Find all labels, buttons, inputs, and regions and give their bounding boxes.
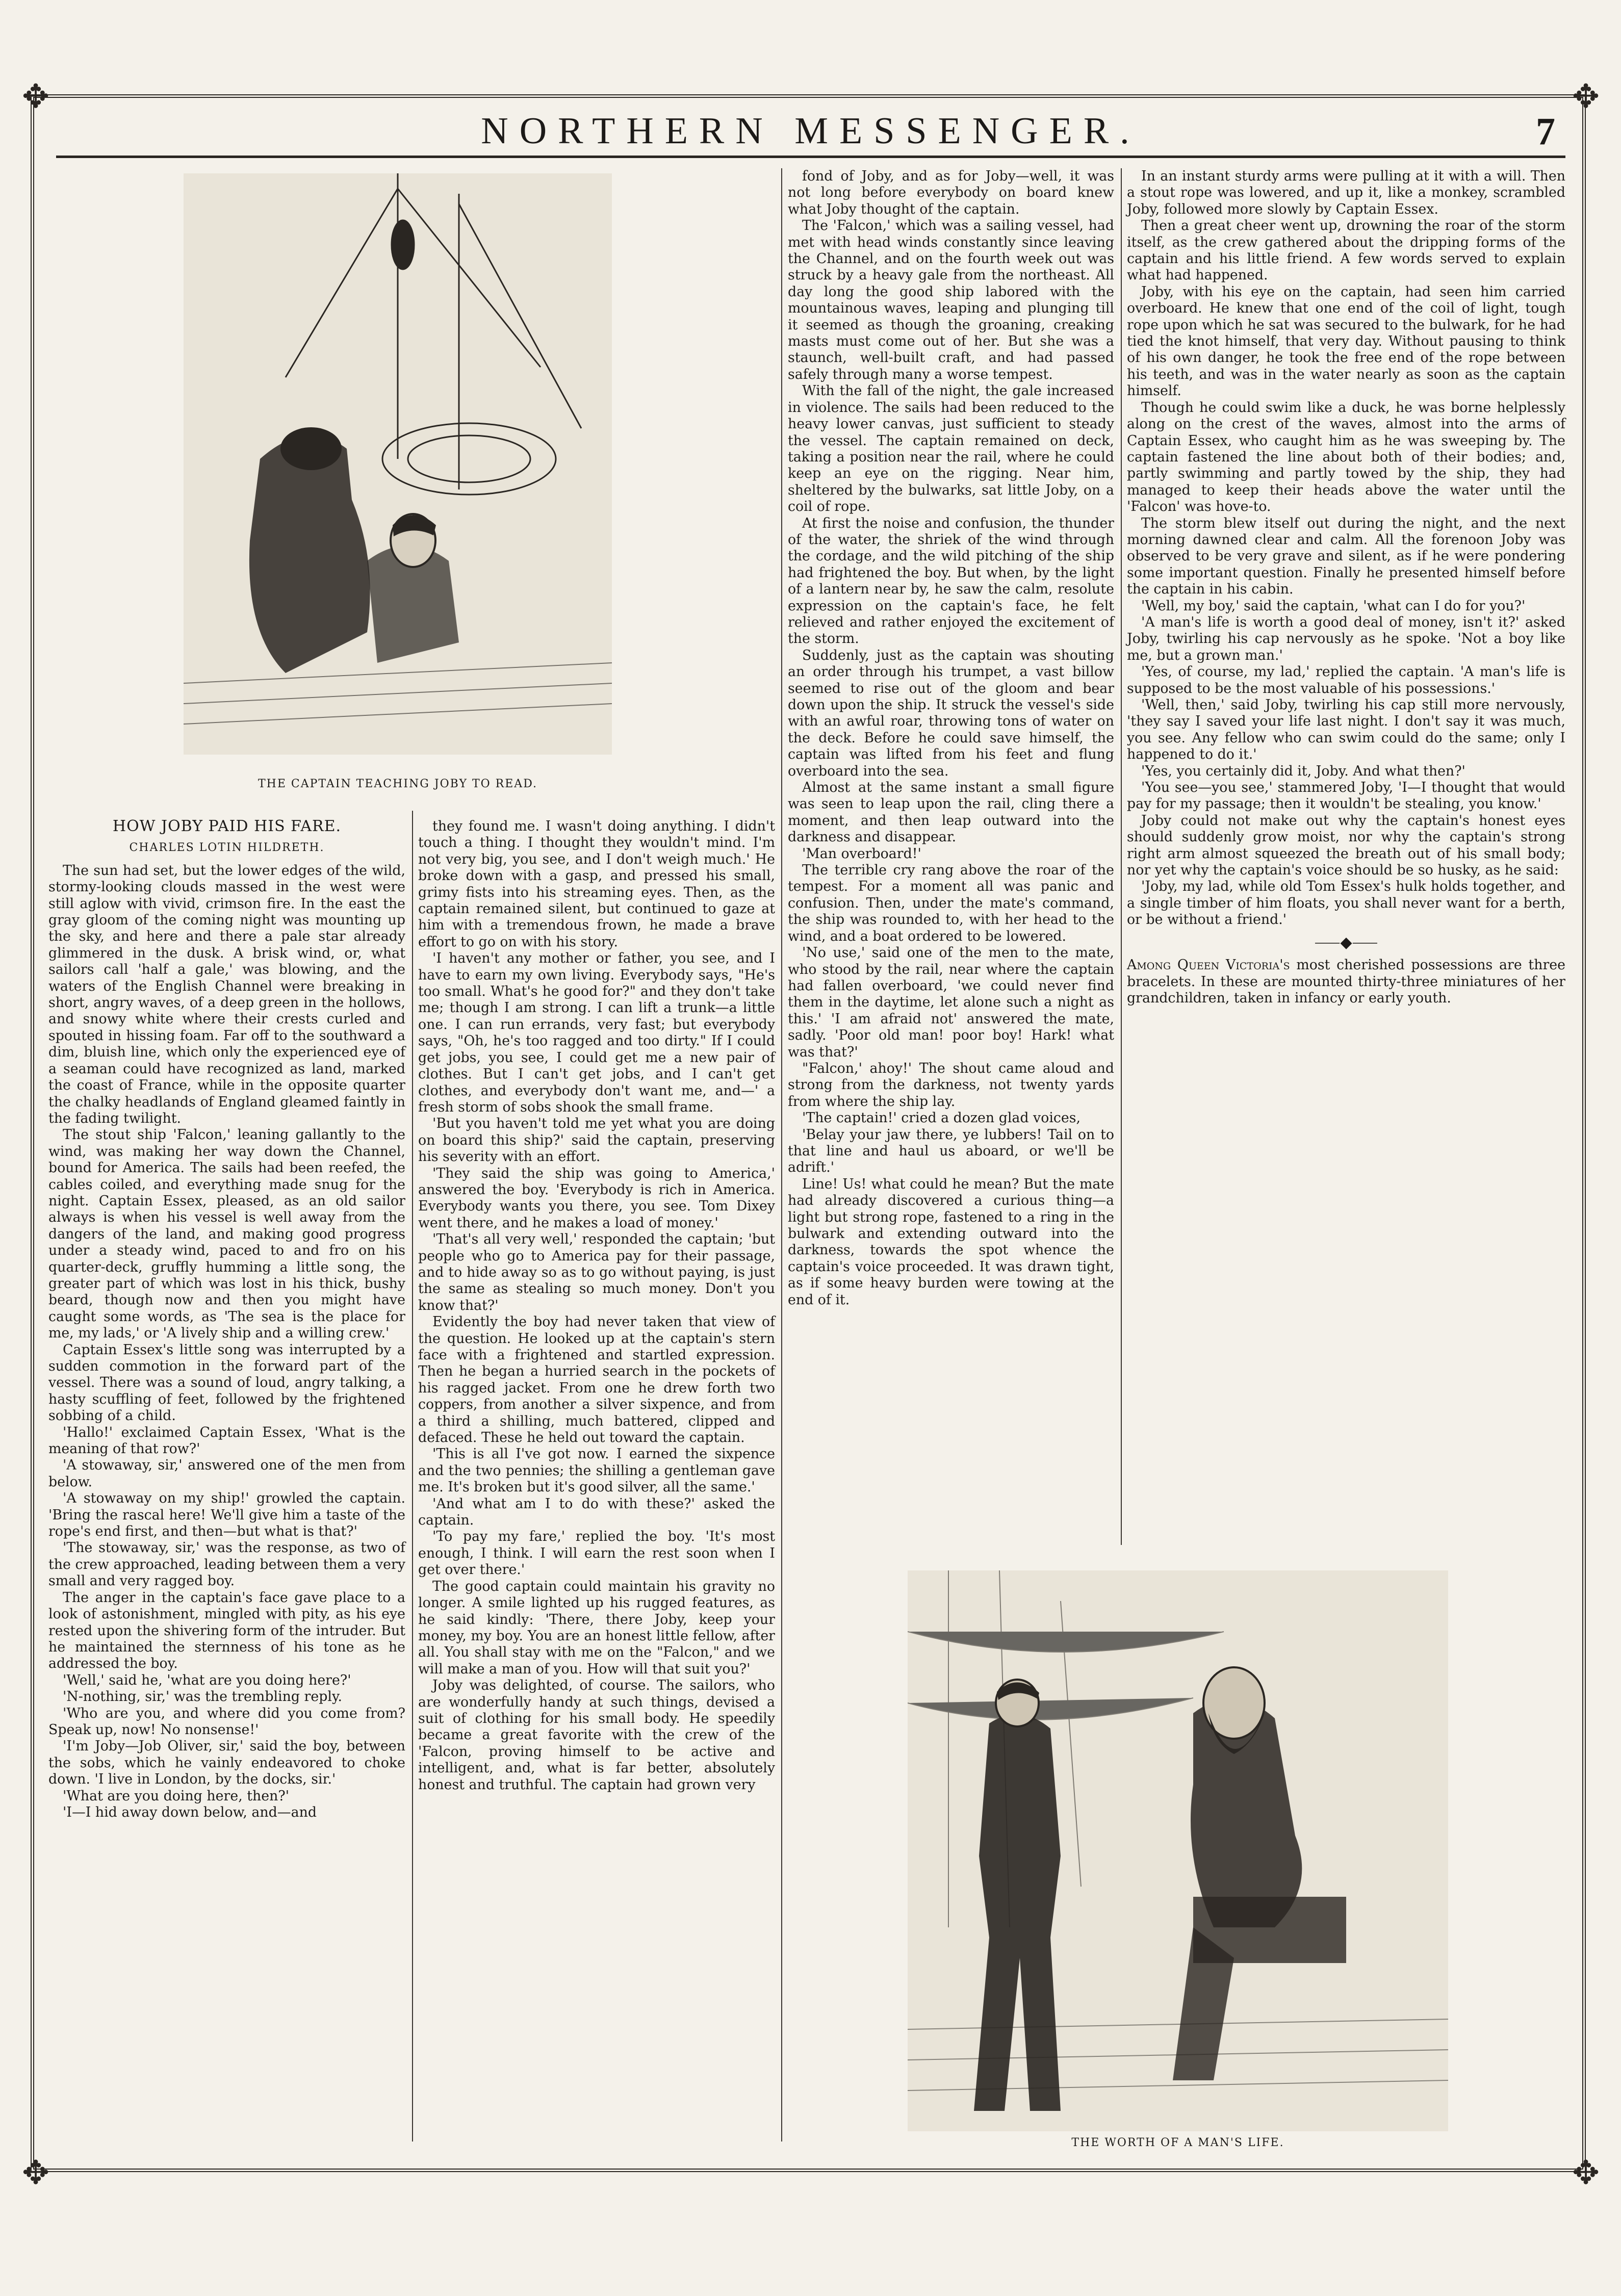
article-paragraph: 'Who are you, and where did you come from? Speak up, now! No nonsense!' xyxy=(48,1705,405,1738)
masthead xyxy=(56,105,1565,158)
article-paragraph: 'No use,' said one of the men to the mate, who stood by the rail, near where the captain had fallen overboard, 'we could never find them in the daytime, let alone such a night as this.' 'I am afraid not' answered the mate, sadly. 'Poor old man! poor boy! Hark! what was that?' xyxy=(788,945,1114,1060)
article-paragraph: The stout ship 'Falcon,' leaning gallantly to the wind, was making her way down the Channel, bound for America. The sails had been reefed, the cables coiled, and everything made snug for the night. Captain Essex, pleased, as an old sailor always is when his vessel is well away from the dangers of the land, and making good progress under a steady wind, paced to and fro on his quarter-deck, gruffly humming a little song, the greater part of which was lost in his thick, bushy beard, though now and then you might have caught some words, as 'The sea is the place for me, my lads,' or 'A lively ship and a willing crew.' xyxy=(48,1127,405,1342)
article-paragraph: 'Well, my boy,' said the captain, 'what can I do for you?' xyxy=(1141,598,1526,614)
bottom-illustration-caption: THE WORTH OF A MAN'S LIFE. xyxy=(1071,2136,1284,2149)
masthead-title: NORTHERN MESSENGER. xyxy=(481,110,1141,152)
article-paragraph: 'Well,' said he, 'what are you doing here?' xyxy=(63,1672,351,1688)
article-column-4 xyxy=(1127,168,1565,1007)
article-paragraph: Line! Us! what could he mean? But the mate had already discovered a curious thing—a light but strong rope, fastened to a ring in the bulwark and extending outward into the darkness, towards the spot whence the captain's voice proceeded. It was drawn tight, as if some heavy burden were towing at the end of it. xyxy=(788,1176,1114,1308)
article-title: HOW JOBY PAID HIS FARE. xyxy=(112,817,342,835)
article-paragraph: 'Yes, you certainly did it, Joby. And what then?' xyxy=(1141,763,1465,779)
top-illustration-caption: THE CAPTAIN TEACHING JOBY TO READ. xyxy=(258,778,538,790)
victoria-note-lead: Among Queen Victoria's xyxy=(1127,957,1290,973)
page-number: 7 xyxy=(1536,110,1555,153)
article-paragraph: 'This is all I've got now. I earned the sixpence and the two pennies; the shilling a gentleman gave me. It's broken but it's good silver, all the same.' xyxy=(418,1446,775,1495)
victoria-note xyxy=(1127,957,1565,1007)
article-paragraph: The good captain could maintain his gravity no longer. A smile lighted up his rugged features, as he said kindly: 'There, there Joby, keep your money, my boy. You are an honest little fellow, after all. You shall stay with me on the "Falcon," and we will make a man of you. How will that suit you?' xyxy=(418,1578,775,1677)
article-paragraph: 'The stowaway, sir,' was the response, as two of the crew approached, leading between them a very small and very ragged boy. xyxy=(48,1540,405,1589)
article-paragraph: 'A man's life is worth a good deal of money, isn't it?' asked Joby, twirling his cap nervously as he spoke. 'Not a boy like me, but a grown man.' xyxy=(1127,614,1565,663)
article-paragraph: 'Man overboard!' xyxy=(802,845,921,862)
article-paragraph: 'What are you doing here, then?' xyxy=(63,1788,290,1804)
article-paragraph: Almost at the same instant a small figure was seen to leap upon the rail, cling there a moment, and then leap outward into the darkness and disappear. xyxy=(788,780,1114,845)
article-column-3 xyxy=(788,168,1114,1308)
article-paragraph: 'To pay my fare,' replied the boy. 'It's most enough, I think. I will earn the rest soon when I get over there.' xyxy=(418,1529,775,1578)
article-paragraph: 'Hallo!' exclaimed Captain Essex, 'What is the meaning of that row?' xyxy=(48,1424,405,1457)
article-paragraph: In an instant sturdy arms were pulling at it with a will. Then a stout rope was lowered, and up it, like a monkey, scrambled Joby, followed more slowly by Captain Essex. xyxy=(1127,168,1565,217)
article-paragraph: The terrible cry rang above the roar of the tempest. For a moment all was panic and confusion. Then, under the mate's command, the ship was rounded to, with her head to the wind, and a boat ordered to be lowered. xyxy=(788,862,1114,944)
article-paragraph: 'Well, then,' said Joby, twirling his cap still more nervously, 'they say I saved your life last night. I don't say it was much, you see. Any fellow who can swim could do the same; only I happened to do it.' xyxy=(1127,697,1565,763)
corner-ornament-icon: ✥ xyxy=(22,2154,49,2192)
article-paragraph: Joby could not make out why the captain's honest eyes should suddenly grow moist, nor why the captain's strong right arm almost squeezed the breath out of his small body; nor yet why the captain's voice should be so husky, as he said: xyxy=(1127,812,1565,879)
article-paragraph: Captain Essex's little song was interrupted by a sudden commotion in the forward part of the vessel. There was a sound of loud, angry talking, a hasty scuffling of feet, followed by the frightened sobbing of a child. xyxy=(48,1342,405,1424)
article-column-1 xyxy=(48,818,405,1821)
article-column-4-body xyxy=(1127,168,1565,928)
article-paragraph: Joby was delighted, of course. The sailors, who are wonderfully handy at such things, devised a suit of clothing for his small body. He speedily became a great favorite with the crew of the 'Falcon, proving himself to be active and intelligent, and, what is far better, absolutely honest and truthful. The captain had grown very xyxy=(418,1678,775,1793)
article-paragraph: 'But you haven't told me yet what you are doing on board this ship?' said the captain, preserving his severity with an effort. xyxy=(418,1116,775,1165)
article-paragraph: Then a great cheer went up, drowning the roar of the storm itself, as the crew gathered about the dripping forms of the captain and his little friend. A few words served to explain what had happened. xyxy=(1127,218,1565,283)
article-paragraph: Joby, with his eye on the captain, had seen him carried overboard. He knew that one end of the coil of light, tough rope upon which he sat was secured to the bulwark, for he had tied the knot himself, that very day. Without pausing to think of his own danger, he took the free end of the rope between his teeth, and was in the water nearly as soon as the captain himself. xyxy=(1127,283,1565,399)
column-rule xyxy=(412,811,413,2142)
article-paragraph: 'Joby, my lad, while old Tom Essex's hulk holds together, and a single timber of him floats, you shall never want for a berth, or be without a friend.' xyxy=(1127,879,1565,928)
victoria-note-text: most cherished possessions are three bracelets. In these are mounted thirty-three miniatures of her grandchildren, taken in infancy or early youth. xyxy=(1127,957,1565,1006)
worth-of-mans-life-illustration xyxy=(908,1570,1448,2131)
article-paragraph: 'A stowaway, sir,' answered one of the men from below. xyxy=(48,1457,405,1490)
article-paragraph: 'You see—you see,' stammered Joby, 'I—I thought that would pay for my passage; then it wouldn't be stealing, you know.' xyxy=(1127,780,1565,812)
article-paragraph: fond of Joby, and as for Joby—well, it was not long before everybody on board knew what Joby thought of the captain. xyxy=(788,168,1114,217)
article-paragraph: Though he could swim like a duck, he was borne helplessly along on the crest of the waves, almost into the arms of Captain Essex, who caught him as he was sweeping by. The captain fastened the line about both of their bodies; and, partly swimming and partly towed by the ship, they had managed to keep their heads above the water until the 'Falcon' was hove-to. xyxy=(1127,399,1565,515)
corner-ornament-icon: ✥ xyxy=(22,78,49,116)
captain-teaching-illustration xyxy=(184,173,612,755)
article-paragraph: At first the noise and confusion, the thunder of the water, the shriek of the wind through the cordage, and the wild pitching of the ship had frightened the boy. But when, by the light of a lantern near by, he saw the calm, resolute expression on the captain's face, he felt relieved and rather enjoyed the excitement of the storm. xyxy=(788,515,1114,647)
article-paragraph: Suddenly, just as the captain was shouting an order through his trumpet, a vast billow seemed to rise out of the gloom and bear down upon the ship. It struck the vessel's side with an awful roar, throwing tons of water on the deck. Before he could save himself, the captain was lifted from his feet and flung overboard into the sea. xyxy=(788,647,1114,779)
article-column-2 xyxy=(418,818,775,1793)
corner-ornament-icon: ✥ xyxy=(1572,2154,1600,2192)
article-paragraph: The 'Falcon,' which was a sailing vessel, had met with head winds constantly since leaving the Channel, and on the fourth week out was struck by a heavy gale from the northeast. All day long the good ship labored with the mountainous waves, leaping and plunging till it seemed as though the groaning, creaking masts must come out of her. But she was a staunch, well-built craft, and had passed safely through many a worse tempest. xyxy=(788,218,1114,382)
column-rule xyxy=(1121,168,1122,1545)
column-rule xyxy=(781,168,782,2142)
article-paragraph: 'They said the ship was going to America,' answered the boy. 'Everybody is rich in America. Everybody wants you there, you see. Tom Dixey went there, and he makes a load of money.' xyxy=(418,1165,775,1231)
corner-ornament-icon: ✥ xyxy=(1572,78,1600,116)
article-paragraph: 'The captain!' cried a dozen glad voices, xyxy=(802,1110,1081,1126)
article-paragraph: they found me. I wasn't doing anything. I didn't touch a thing. I thought they wouldn't mind. I'm not very big, you see, and I don't weigh much.' He broke down with a gasp, and pressed his small, grimy fists into his streaming eyes. Then, as the captain remained silent, but continued to gaze at him with a tremendous frown, he made a brave effort to go on with his story. xyxy=(418,818,775,950)
article-paragraph: "Falcon,' ahoy!' The shout came aloud and strong from the darkness, not twenty yards from where the ship lay. xyxy=(788,1060,1114,1110)
article-paragraph: The anger in the captain's face gave place to a look of astonishment, mingled with pity, as his eye rested upon the shivering form of the intruder. But he maintained the sternness of his tone as he addressed the boy. xyxy=(48,1589,405,1672)
article-paragraph: 'I—I hid away down below, and—and xyxy=(63,1804,317,1820)
article-paragraph: The storm blew itself out during the night, and the next morning dawned clear and calm. All the forenoon Joby was observed to be very grave and silent, as if he were pondering some important question. Finally he presented himself before the captain in his cabin. xyxy=(1127,515,1565,598)
article-paragraph: 'That's all very well,' responded the captain; 'but people who go to America pay for their passage, and to hide away so as to go without paying, is just the same as stealing so much money. Don't you know that?' xyxy=(418,1231,775,1313)
article-byline: CHARLES LOTIN HILDRETH. xyxy=(129,841,325,855)
article-paragraph: 'Belay your jaw there, ye lubbers! Tail on to that line and haul us aboard, or we'll be adrift.' xyxy=(788,1126,1114,1176)
article-paragraph: 'I haven't any mother or father, you see, and I have to earn my own living. Everybody says, "He's too small. What's he good for?" and they don't take me; though I am strong. I can lift a trunk—a little one. I can run errands, very fast; but everybody says, "Oh, he's too ragged and too dirty." If I could get jobs, you see, I could get me a new pair of clothes. But I can't get jobs, and I can't get clothes, and everybody don't want me, and—' a fresh storm of sobs shook the small frame. xyxy=(418,950,775,1115)
article-paragraph: Evidently the boy had never taken that view of the question. He looked up at the captain's stern face with a frightened and startled expression. Then he began a hurried search in the pockets of his ragged jacket. From one he drew forth two coppers, from another a silver sixpence, and from a third a shilling, much battered, clipped and defaced. These he held out toward the captain. xyxy=(418,1314,775,1446)
section-divider-icon: ⸺◆⸺ xyxy=(1314,933,1378,951)
article-paragraph: 'N-nothing, sir,' was the trembling reply. xyxy=(63,1689,343,1705)
article-paragraph: 'And what am I to do with these?' asked the captain. xyxy=(418,1495,775,1529)
article-paragraph: 'I'm Joby—Job Oliver, sir,' said the boy, between the sobs, which he vainly endeavored to choke down. 'I live in London, by the docks, sir.' xyxy=(48,1738,405,1788)
article-paragraph: 'A stowaway on my ship!' growled the captain. 'Bring the rascal here! We'll give him a taste of the rope's end first, and then—but what is that?' xyxy=(48,1490,405,1540)
article-paragraph: The sun had set, but the lower edges of the wild, stormy-looking clouds massed in the west were still aglow with vivid, crimson fire. In the east the gray gloom of the coming night was mounting up the sky, and here and there a pale star already glimmered in the dusk. A brisk wind, or, what sailors call 'half a gale,' was blowing, and the waters of the English Channel were breaking in short, angry waves, of a deep green in the hollows, and snowy white where their crests curled and spouted in hissing foam. Far off to the southward a dim, bluish line, which only the experienced eye of a seaman could have recognized as land, marked the coast of France, while in the opposite quarter the chalky headlands of England gleamed faintly in the fading twilight. xyxy=(48,862,405,1126)
article-paragraph: 'Yes, of course, my lad,' replied the captain. 'A man's life is supposed to be the most valuable of his possessions.' xyxy=(1127,664,1565,696)
article-paragraph: With the fall of the night, the gale increased in violence. The sails had been reduced to the heavy lower canvas, just sufficient to steady the vessel. The captain remained on deck, taking a position near the rail, where he could keep an eye on the rigging. Near him, sheltered by the bulwarks, sat little Joby, on a coil of rope. xyxy=(788,383,1114,515)
